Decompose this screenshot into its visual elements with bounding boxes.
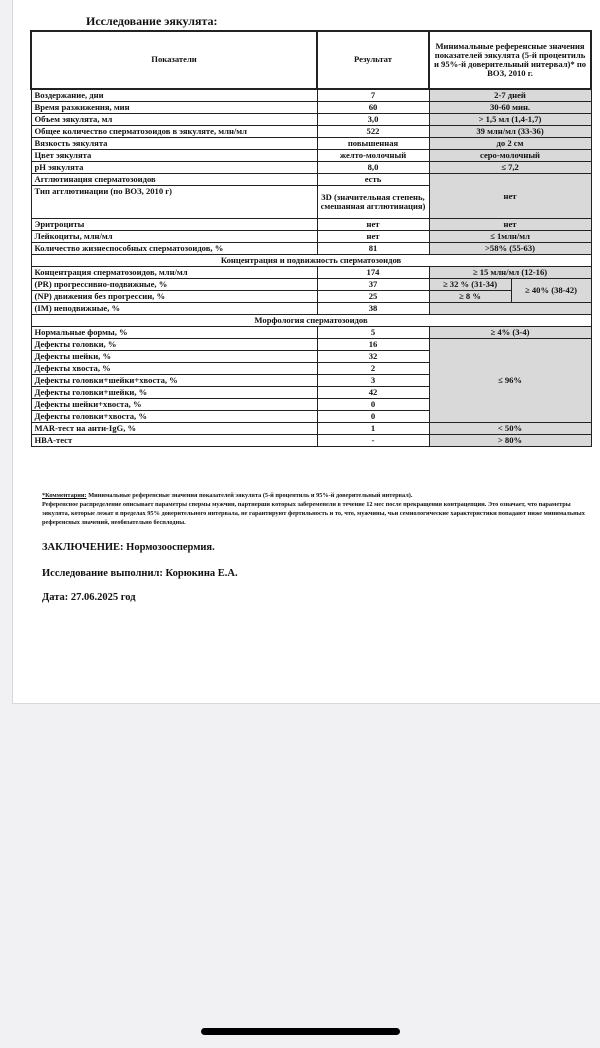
- row-label: Дефекты шейки, %: [31, 351, 317, 363]
- footnote: [42, 491, 597, 528]
- row-label: Дефекты хвоста, %: [31, 363, 317, 375]
- row-reference: ≥ 32 % (31-34): [429, 279, 511, 291]
- row-label: Дефекты головки+шейки, %: [31, 387, 317, 399]
- table-row: [31, 150, 591, 162]
- row-reference: ≥ 4% (3-4): [429, 327, 591, 339]
- table-row: [31, 126, 591, 138]
- row-result: 7: [317, 89, 429, 102]
- row-label: Тип агглютинации (по ВОЗ, 2010 г): [31, 186, 317, 219]
- row-result: 81: [317, 243, 429, 255]
- row-reference: < 50%: [429, 423, 591, 435]
- row-result: есть: [317, 174, 429, 186]
- row-label: Общее количество сперматозоидов в эякуляте, млн/мл: [31, 126, 317, 138]
- row-result: желто-молочный: [317, 150, 429, 162]
- row-label: Дефекты головки+хвоста, %: [31, 411, 317, 423]
- footnote-line1: Минимальные референсные значения показателей эякулята (5-й процентиль и 95%-й доверительный интервал).: [88, 492, 413, 499]
- footnote-label: *Комментарии:: [42, 492, 87, 499]
- row-label: (IM) неподвижные, %: [31, 303, 317, 315]
- row-reference: 30-60 мин.: [429, 102, 591, 114]
- row-result: 60: [317, 102, 429, 114]
- column-header-indicator: Показатели: [31, 31, 317, 89]
- row-label: Концентрация сперматозоидов, млн/мл: [31, 267, 317, 279]
- row-result: 38: [317, 303, 429, 315]
- table-row: [31, 114, 591, 126]
- row-label: Время разжижения, мин: [31, 102, 317, 114]
- section-title-concentration: Концентрация и подвижность сперматозоидов: [31, 255, 591, 267]
- agglutination-reference: нет: [429, 174, 591, 219]
- table-header: [31, 31, 591, 89]
- motility-total-reference: ≥ 40% (38-42): [511, 279, 591, 303]
- row-reference: >58% (55-63): [429, 243, 591, 255]
- row-label: pH эякулята: [31, 162, 317, 174]
- row-reference: > 80%: [429, 435, 591, 447]
- row-label: Дефекты головки, %: [31, 339, 317, 351]
- row-reference: > 1,5 мл (1,4-1,7): [429, 114, 591, 126]
- row-result: 522: [317, 126, 429, 138]
- footnote-text: Референсное распределение описывает параметры спермы мужчин, партнерши которых забеременели в течение 12 мес после прекращения контрацепции. Это означает, что параметры эякулята, которые лежат в пределах 95% доверительного интервала, не гарантируют фертильность и то, что, мужчины, чьи семиологические характеристики попадают ниже минимальных референсных значений, необязательно бесплодны.: [42, 501, 585, 527]
- row-label: MAR-тест на анти-IgG, %: [31, 423, 317, 435]
- table-row: [31, 231, 591, 243]
- row-label: Дефекты головки+шейки+хвоста, %: [31, 375, 317, 387]
- row-label: HBA-тест: [31, 435, 317, 447]
- row-reference: серо-молочный: [429, 150, 591, 162]
- row-reference: 39 млн/мл (33-36): [429, 126, 591, 138]
- row-result: 1: [317, 423, 429, 435]
- row-result: 32: [317, 351, 429, 363]
- row-reference: ≥ 15 млн/мл (12-16): [429, 267, 591, 279]
- row-label: Количество жизнеспособных сперматозоидов, %: [31, 243, 317, 255]
- row-result: 25: [317, 291, 429, 303]
- section-row: [31, 255, 591, 267]
- row-result: 16: [317, 339, 429, 351]
- row-result: 3,0: [317, 114, 429, 126]
- table-row: [31, 267, 591, 279]
- results-table: [30, 30, 592, 447]
- section-title-morphology: Морфология сперматозоидов: [31, 315, 591, 327]
- row-label: (PR) прогрессивно-подвижные, %: [31, 279, 317, 291]
- report-date: Дата: 27.06.2025 год: [42, 592, 136, 603]
- row-label: Воздержание, дни: [31, 89, 317, 102]
- row-reference: ≤ 1млн/мл: [429, 231, 591, 243]
- row-label: Объем эякулята, мл: [31, 114, 317, 126]
- row-result: 0: [317, 399, 429, 411]
- home-indicator[interactable]: [201, 1028, 400, 1035]
- row-label: (NP) движения без прогрессии, %: [31, 291, 317, 303]
- row-result: 37: [317, 279, 429, 291]
- row-result: 3D (значительная степень, смешанная агглютинация): [317, 186, 429, 219]
- row-label: Агглютинация сперматозоидов: [31, 174, 317, 186]
- column-header-reference: Минимальные референсные значения показателей эякулята (5-й процентиль и 95%-й доверительный интервал)* по ВОЗ, 2010 г.: [429, 31, 591, 89]
- section-row: [31, 315, 591, 327]
- row-label: Нормальные формы, %: [31, 327, 317, 339]
- row-label: Дефекты шейки+хвоста, %: [31, 399, 317, 411]
- row-result: -: [317, 435, 429, 447]
- row-reference-empty: [429, 303, 591, 315]
- row-result: повышенная: [317, 138, 429, 150]
- row-label: Эритроциты: [31, 219, 317, 231]
- row-reference: 2-7 дней: [429, 89, 591, 102]
- table-row: [31, 327, 591, 339]
- table-row: [31, 291, 591, 303]
- table-row: [31, 162, 591, 174]
- row-result: 2: [317, 363, 429, 375]
- row-result: 0: [317, 411, 429, 423]
- executor: Исследование выполнил: Корюкина Е.А.: [42, 568, 238, 579]
- table-row: [31, 243, 591, 255]
- row-result: нет: [317, 231, 429, 243]
- row-label: Вязкость эякулята: [31, 138, 317, 150]
- row-reference: нет: [429, 219, 591, 231]
- row-reference: ≥ 8 %: [429, 291, 511, 303]
- row-result: 3: [317, 375, 429, 387]
- row-label: Цвет эякулята: [31, 150, 317, 162]
- row-result: 8,0: [317, 162, 429, 174]
- row-result: 5: [317, 327, 429, 339]
- row-result: 174: [317, 267, 429, 279]
- row-label: Лейкоциты, млн/мл: [31, 231, 317, 243]
- defects-reference: ≤ 96%: [429, 339, 591, 423]
- table-row: [31, 174, 591, 186]
- row-result: 42: [317, 387, 429, 399]
- column-header-result: Результат: [317, 31, 429, 89]
- table-row: [31, 435, 591, 447]
- table-row: [31, 138, 591, 150]
- row-reference: ≤ 7,2: [429, 162, 591, 174]
- table-row: [31, 219, 591, 231]
- table-row: [31, 339, 591, 351]
- table-row: [31, 423, 591, 435]
- table-row: [31, 303, 591, 315]
- table-row: [31, 279, 591, 291]
- row-reference: до 2 см: [429, 138, 591, 150]
- row-result: нет: [317, 219, 429, 231]
- page-title: Исследование эякулята:: [86, 14, 218, 28]
- conclusion: ЗАКЛЮЧЕНИЕ: Нормозооспермия.: [42, 542, 215, 553]
- table-row: [31, 102, 591, 114]
- table-row: [31, 89, 591, 102]
